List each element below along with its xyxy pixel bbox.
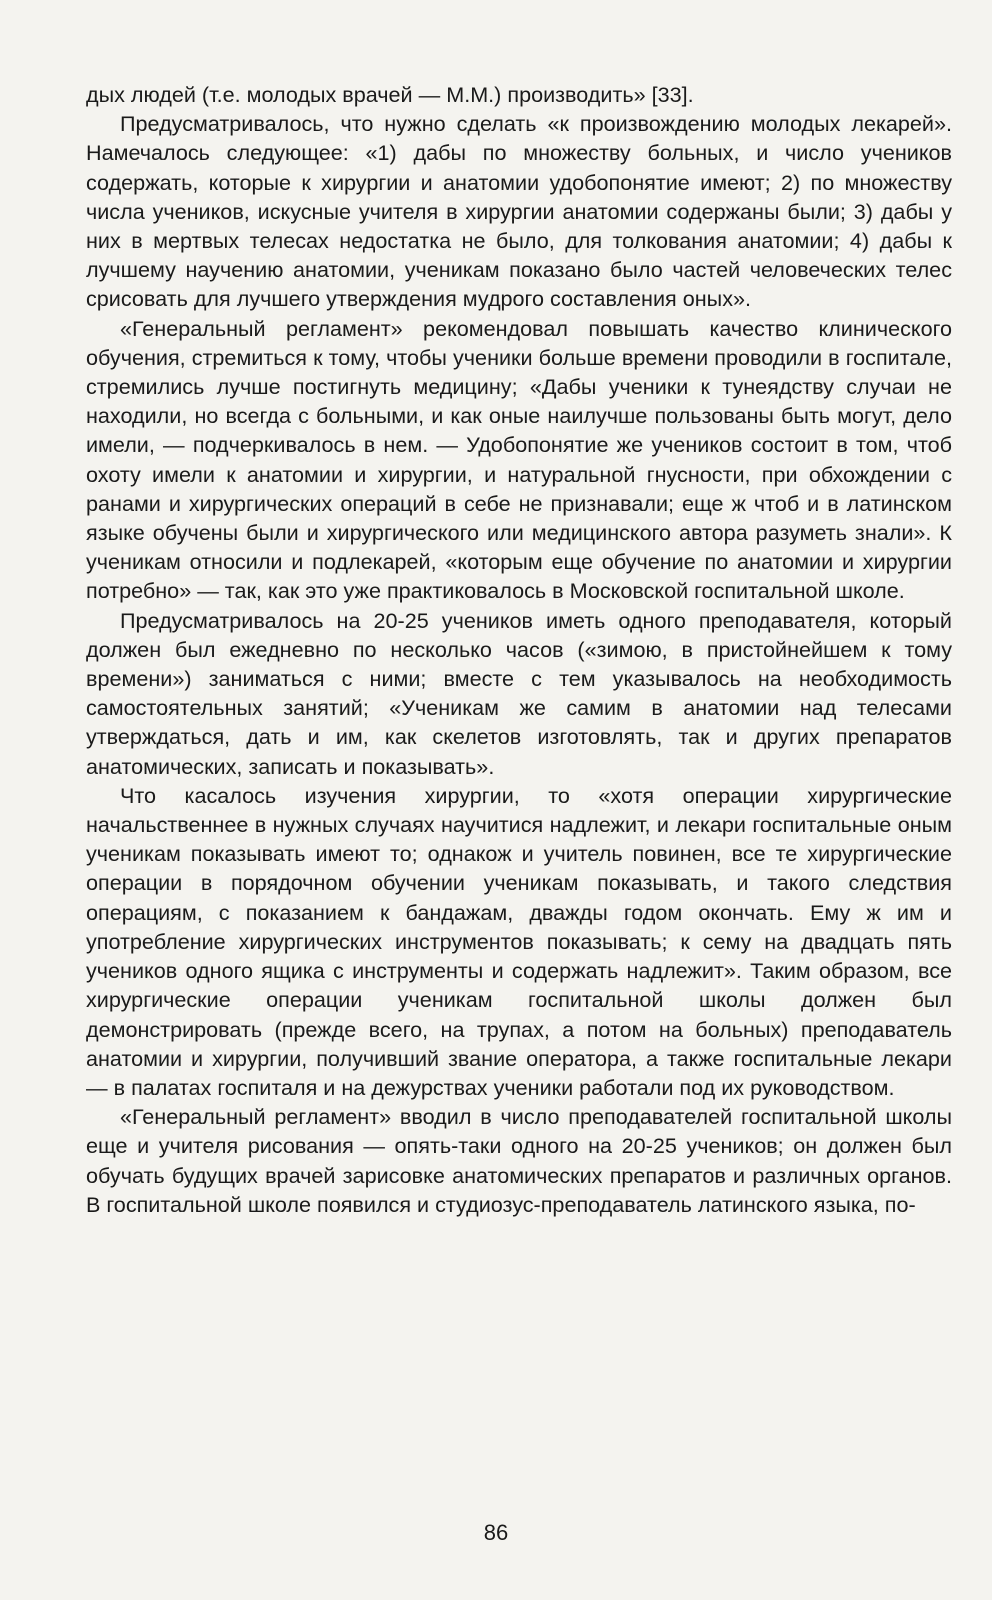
paragraph-continuation: дых людей (т.е. молодых врачей — М.М.) производить» [33]. bbox=[86, 82, 694, 107]
paragraph: Предусматривалось, что нужно сделать «к произвождению молодых лекарей». Намечалось следующее: «1) дабы по множеству больных, и число учеников содержать, которые к хирургии и анатомии удобопонятие имеют; 2) по множеству числа учеников, искусные учителя в хирургии анатомии содержаны были; 3) дабы у них в мертвых телесах недостатка не было, для толкования анатомии; 4) дабы к лучшему научению анатомии, ученикам показано было частей человеческих телес срисовать для лучшего утверждения мудрого составления оных». bbox=[86, 111, 952, 312]
paragraph: Предусматривалось на 20-25 учеников иметь одного преподавателя, который должен был ежедневно по несколько часов («зимою, в пристойнейшем к тому времени») заниматься с ними; вместе с тем указывалось на необходимость самостоятельных занятий; «Ученикам же самим в анатомии над телесами утверждаться, дать и им, как скелетов изготовлять, так и других препаратов анатомических, записать и показывать». bbox=[86, 607, 952, 779]
body-text bbox=[86, 80, 952, 1219]
paragraph: «Генеральный регламент» вводил в число преподавателей госпитальной школы еще и учителя рисования — опять-таки одного на 20-25 учеников; он должен был обучать будущих врачей зарисовке анатомических препаратов и различных органов. В госпитальной школе появился и студиозус-преподаватель латинского языка, по- bbox=[86, 1104, 952, 1217]
page-number: 86 bbox=[483, 1520, 509, 1545]
paragraph: Что касалось изучения хирургии, то «хотя операции хирургические начальственнее в нужных случаях научитися надлежит, и лекари госпитальные оным ученикам показывать имеют то; однакож и учитель повинен, все те хирургические операции в порядочном обучении ученикам показывать, и такого следствия операциям, с показанием к бандажам, дважды годом окончать. Ему ж им и употребление хирургических инструментов показывать; к сему на двадцать пять учеников одного ящика с инструменты и содержать надлежит». Таким образом, все хирургические операции ученикам госпитальной школы должен был демонстрировать (прежде всего, на трупах, а потом на больных) преподаватель анатомии и хирургии, получивший звание оператора, а также госпитальные лекари — в палатах госпиталя и на дежурствах ученики работали под их руководством. bbox=[86, 782, 952, 1100]
paragraph: «Генеральный регламент» рекомендовал повышать качество клинического обучения, стремиться к тому, чтобы ученики больше времени проводили в госпитале, стремились лучше постигнуть медицину; «Дабы ученики к тунеядству случаи не находили, но всегда с больными, и как оные наилучше пользованы быть могут, дело имели, — подчеркивалось в нем. — Удобопонятие же учеников состоит в том, чтоб охоту имели к анатомии и хирургии, и натуральной гнусности, при обхождении с ранами и хирургических операций в себе не признавали; еще ж чтоб и в латинском языке обучены были и хирургического или медицинского автора разуметь знали». К ученикам относили и подлекарей, «которым еще обучение по анатомии и хирургии потребно» — так, как это уже практиковалось в Московской госпитальной школе. bbox=[86, 315, 952, 604]
